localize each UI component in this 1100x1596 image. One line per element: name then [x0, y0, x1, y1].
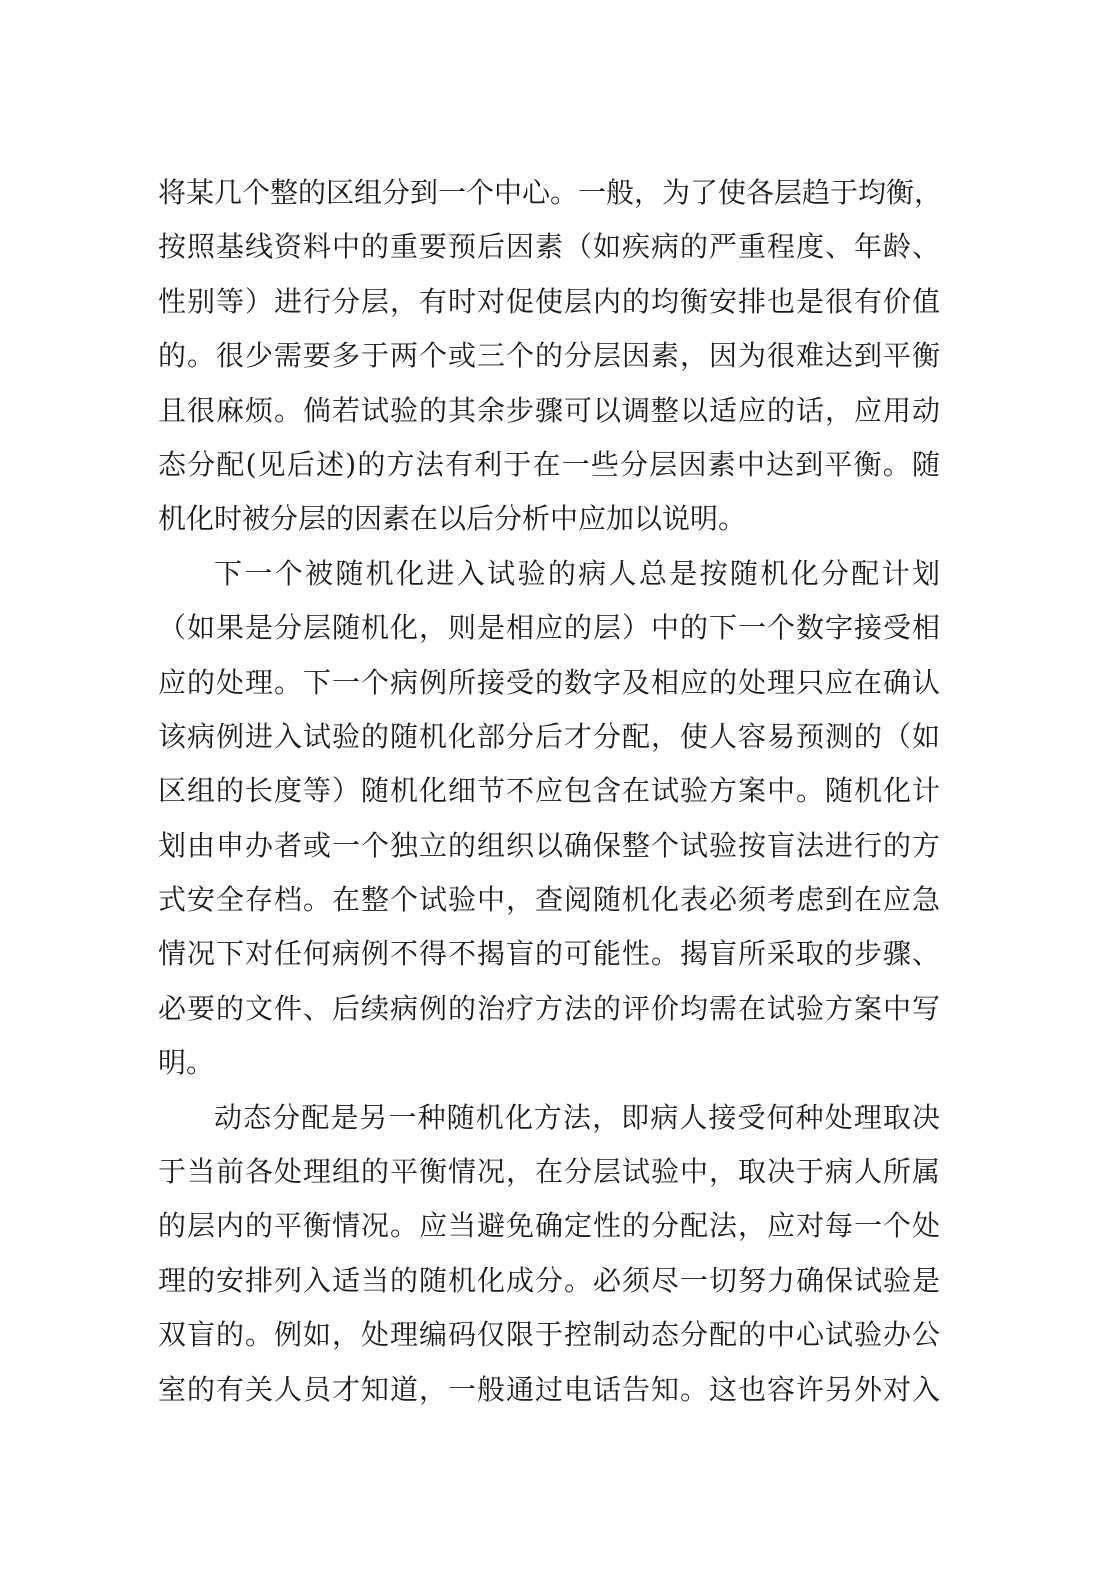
- text-line: 按照基线资料中的重要预后因素（如疾病的严重程度、年龄、: [158, 230, 940, 264]
- paragraph-1: [158, 166, 943, 547]
- text-line: 机化时被分层的因素在以后分析中应加以说明。: [158, 502, 747, 536]
- text-line: 情况下对任何病例不得不揭盲的可能性。揭盲所采取的步骤、: [158, 937, 940, 971]
- text-line: 室的有关人员才知道，一般通过电话告知。这也容许另外对入: [158, 1372, 940, 1406]
- text-line: 的。很少需要多于两个或三个的分层因素，因为很难达到平衡: [158, 339, 940, 373]
- paragraph-3: [158, 1091, 940, 1417]
- text-line: 式安全存档。在整个试验中，查阅随机化表必须考虑到在应急: [158, 883, 940, 917]
- text-line: 且很麻烦。倘若试验的其余步骤可以调整以适应的话，应用动: [158, 393, 940, 427]
- text-line: 下一个被随机化进入试验的病人总是按随机化分配计划: [214, 556, 940, 590]
- paragraph-2: [158, 547, 940, 1091]
- text-line: 将某几个整的区组分到一个中心。一般，为了使各层趋于均衡，: [158, 176, 943, 209]
- text-line: 必要的文件、后续病例的治疗方法的评价均需在试验方案中写: [158, 991, 940, 1025]
- text-line: 应的处理。下一个病例所接受的数字及相应的处理只应在确认: [158, 665, 940, 699]
- text-line: 动态分配是另一种随机化方法，即病人接受何种处理取决: [214, 1100, 940, 1134]
- text-line: 明。: [158, 1046, 215, 1080]
- text-line: 于当前各处理组的平衡情况，在分层试验中，取决于病人所属: [158, 1155, 940, 1189]
- text-line: 性别等）进行分层，有时对促使层内的均衡安排也是很有价值: [158, 284, 940, 318]
- text-line: 的层内的平衡情况。应当避免确定性的分配法，应对每一个处: [158, 1209, 940, 1243]
- text-line: 划由申办者或一个独立的组织以确保整个试验按盲法进行的方: [158, 828, 940, 862]
- text-line: 双盲的。例如，处理编码仅限于控制动态分配的中心试验办公: [158, 1318, 940, 1352]
- text-line: 理的安排列入适当的随机化成分。必须尽一切努力确保试验是: [158, 1263, 940, 1297]
- text-line: 该病例进入试验的随机化部分后才分配，使人容易预测的（如: [158, 719, 940, 753]
- body-text: [158, 166, 943, 1417]
- text-line: （如果是分层随机化，则是相应的层）中的下一个数字接受相: [158, 611, 940, 645]
- text-line: 区组的长度等）随机化细节不应包含在试验方案中。随机化计: [158, 774, 940, 808]
- text-line: 态分配(见后述)的方法有利于在一些分层因素中达到平衡。随: [158, 447, 940, 481]
